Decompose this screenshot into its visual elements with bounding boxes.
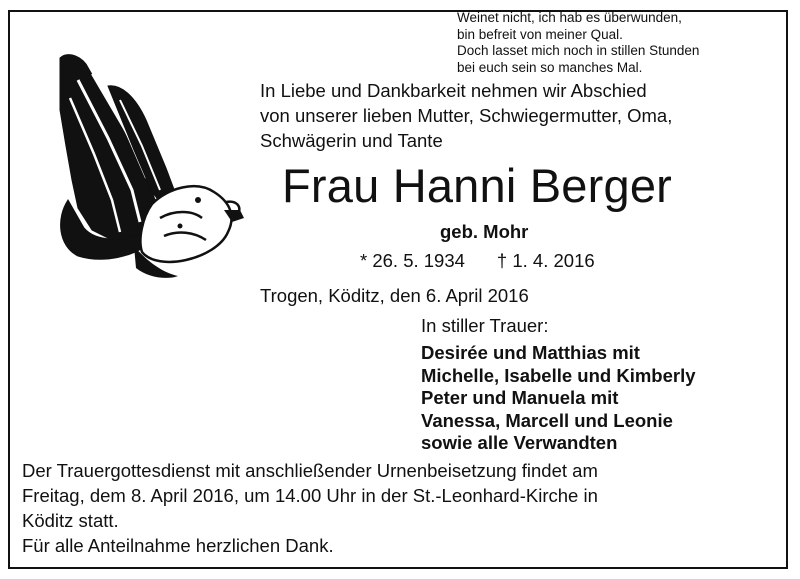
birth-name: geb. Mohr (440, 221, 529, 242)
poem-line: bin befreit von meiner Qual. (457, 26, 623, 42)
service-line: Köditz statt. (22, 510, 119, 531)
service-line: Freitag, dem 8. April 2016, um 14.00 Uhr in der St.-Leonhard-Kirche in (22, 485, 598, 506)
life-dates (360, 250, 595, 272)
thanks-text: Für alle Anteilnahme herzlichen Dank. (22, 535, 334, 556)
family-line: Desirée und Matthias mit (421, 342, 640, 363)
death-date: † 1. 4. 2016 (496, 250, 595, 271)
intro-text (260, 78, 672, 153)
poem-line: Doch lasset mich noch in stillen Stunden (457, 43, 700, 59)
poem (457, 10, 699, 76)
praying-hands-icon (48, 50, 248, 285)
birth-date: * 26. 5. 1934 (360, 250, 465, 271)
service-line: Der Trauergottesdienst mit anschließender Urnenbeisetzung findet am (22, 460, 598, 481)
family-line: Michelle, Isabelle und Kimberly (421, 364, 696, 386)
place-date: Trogen, Köditz, den 6. April 2016 (260, 285, 529, 306)
mourning-label: In stiller Trauer: (421, 315, 549, 336)
service-info (22, 458, 598, 533)
family-line: Vanessa, Marcell und Leonie (421, 409, 673, 431)
deceased-name: Frau Hanni Berger (282, 159, 673, 212)
intro-line: von unserer lieben Mutter, Schwiegermutter, Oma, (260, 105, 673, 126)
family-line: sowie alle Verwandten (421, 432, 618, 454)
family-line: Peter und Manuela mit (421, 387, 619, 409)
intro-line: In Liebe und Dankbarkeit nehmen wir Abschied (260, 80, 647, 101)
poem-line: Weinet nicht, ich hab es überwunden, (457, 10, 682, 25)
intro-line: Schwägerin und Tante (260, 130, 443, 151)
poem-line: bei euch sein so manches Mal. (457, 59, 643, 75)
family-list (421, 342, 696, 455)
